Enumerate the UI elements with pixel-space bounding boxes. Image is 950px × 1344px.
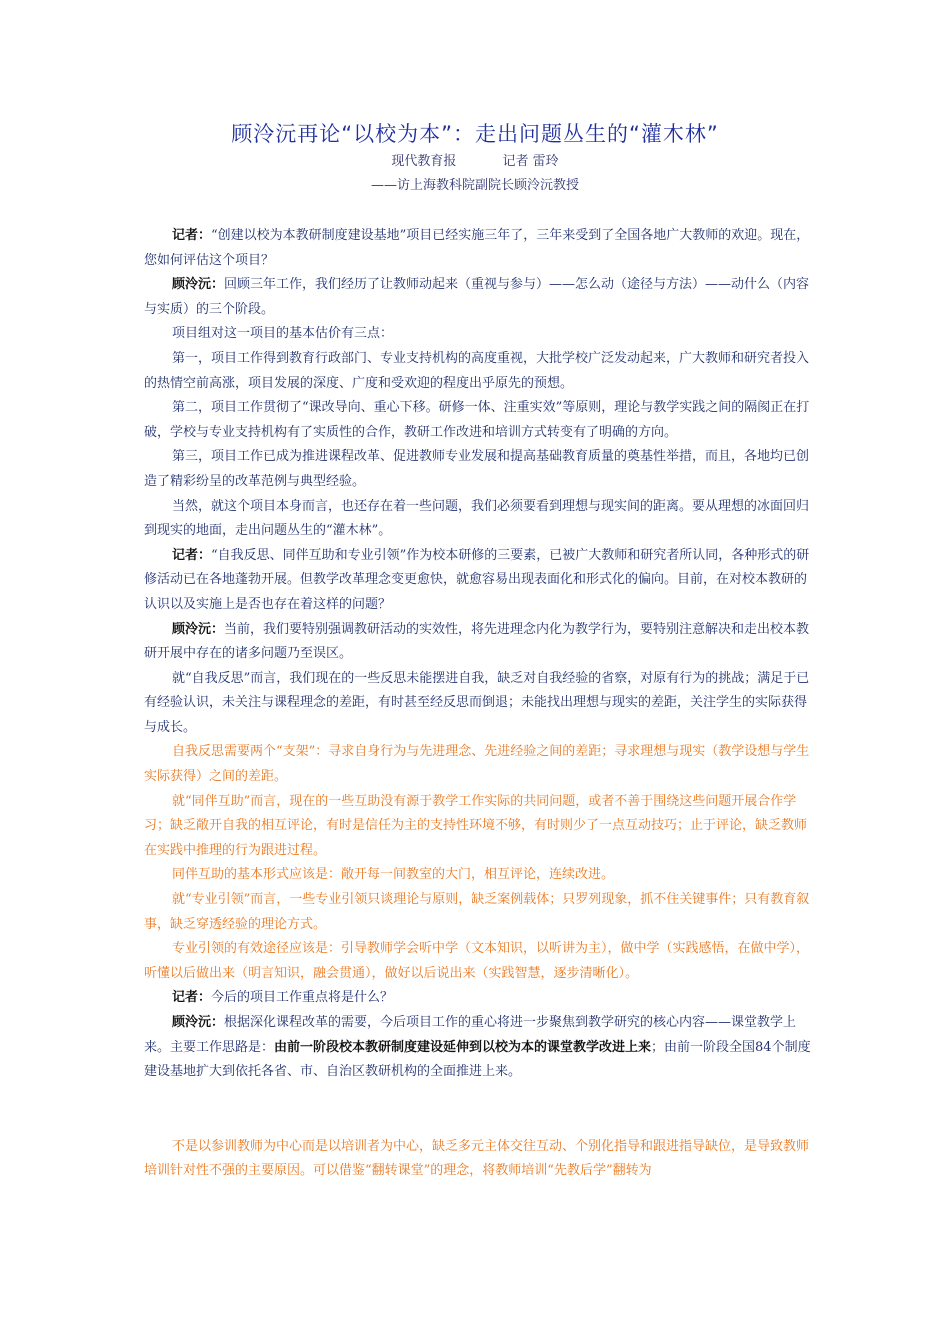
paragraph-text: 根据深化课程改革的需要，今后项目工作的重心将进一步聚焦到教学研究的核心内容——课堂教学上来。主要工作思路是： xyxy=(144,1015,797,1055)
paragraph xyxy=(144,1011,812,1085)
paragraph xyxy=(144,347,812,396)
byline xyxy=(0,152,950,172)
article-body xyxy=(144,224,812,1184)
paragraph xyxy=(144,396,812,445)
paragraph-text: 当前，我们要特别强调教研活动的实效性，将先进理念内化为教学行为，要特别注意解决和走出校本教研开展中存在的诸多问题乃至误区。 xyxy=(144,621,810,662)
paragraph-text: 第一，项目工作得到教育行政部门、专业支持机构的高度重视，大批学校广泛发动起来，广大教师和研究者投入的热情空前高涨，项目发展的深度、广度和受欢迎的程度出乎原先的预想。 xyxy=(144,350,810,391)
paragraph-text-tail: ；由前一阶段全国84个制度建设基地扩大到依托各省、市、自治区教研机构的全面推进上来。 xyxy=(144,1039,811,1080)
paragraph-text: 当然，就这个项目本身而言，也还存在着一些问题，我们必须要看到理想与现实间的距离。要从理想的冰面回归到现实的地面，走出问题丛生的“灌木林”。 xyxy=(144,498,810,539)
paragraph-text: 就“自我反思”而言，我们现在的一些反思未能摆进自我，缺乏对自我经验的省察，对原有行为的挑战；满足于已有经验认识，未关注与课程理念的差距，有时甚至经反思而倒退；未能找出理想与现实的差距，关注学生的实际获得与成长。 xyxy=(144,670,810,735)
paragraph-text: 今后的项目工作重点将是什么？ xyxy=(211,990,394,1006)
speaker-label: 记者： xyxy=(172,547,212,563)
speaker-label: 顾泠沅： xyxy=(172,277,225,293)
paragraph xyxy=(144,224,812,273)
emphasis-text: 由前一阶段校本教研制度建设延伸到以校为本的课堂教学改进上来 xyxy=(274,1039,652,1055)
paragraph-text: 同伴互助的基本形式应该是：敞开每一间教室的大门，相互评论，连续改进。 xyxy=(172,867,615,883)
paragraph-text: 第二，项目工作贯彻了“课改导向、重心下移。研修一体、注重实效”等原则，理论与教学实践之间的隔阂正在打破，学校与专业支持机构有了实质性的合作，教研工作改进和培训方式转变有了明确的方向。 xyxy=(144,400,810,440)
paragraph xyxy=(144,445,812,494)
paragraph xyxy=(144,544,812,618)
byline-source: 现代教育报 xyxy=(391,154,457,169)
paragraph-text: 专业引领的有效途径应该是：引导教师学会听中学（文本知识，以听讲为主），做中学（实践感悟，在做中学），听懂以后做出来（明言知识，融会贯通），做好以后说出来（实践智慧，逐步清晰化）。 xyxy=(144,941,810,981)
speaker-label: 记者： xyxy=(172,990,212,1006)
byline-author: 记者 雷玲 xyxy=(502,154,559,169)
paragraph xyxy=(144,322,812,347)
paragraph-text: 第三，项目工作已成为推进课程改革、促进教师专业发展和提高基础教育质量的奠基性举措，而且，各地均已创造了精彩纷呈的改革范例与典型经验。 xyxy=(144,449,810,489)
paragraph-text: 自我反思需要两个“支架”：寻求自身行为与先进理念、先进经验之间的差距；寻求理想与现实（教学设想与学生实际获得）之间的差距。 xyxy=(144,744,810,785)
paragraph xyxy=(144,986,812,1011)
highlight-paragraph xyxy=(144,888,812,937)
paragraph-text: 就“同伴互助”而言，现在的一些互助没有源于教学工作实际的共同问题，或者不善于围绕这些问题开展合作学习；缺乏敞开自我的相互评论，有时是信任为主的支持性环境不够，有时则少了一点互动技巧；止于评论，缺乏教师在实践中推理的行为跟进过程。 xyxy=(144,793,808,858)
highlight-paragraph xyxy=(144,863,812,888)
paragraph-text: 就“专业引领”而言，一些专业引领只谈理论与原则，缺乏案例载体；只罗列现象，抓不住关键事件；只有教育叙事，缺乏穿透经验的理论方式。 xyxy=(144,892,810,932)
speaker-label: 顾泠沅： xyxy=(172,621,225,637)
spacer xyxy=(144,1085,812,1135)
article-title: 顾泠沅再论“以校为本”：走出问题丛生的“灌木林” xyxy=(231,122,719,146)
paragraph-text: “自我反思、同伴互助和专业引领”作为校本研修的三要素，已被广大教师和研究者所认同，各种形式的研修活动已在各地蓬勃开展。但教学改革理念变更愈快，就愈容易出现表面化和形式化的偏向。目前，在对校本教研的认识以及实施上是否也存在着这样的问题？ xyxy=(144,547,810,612)
paragraph xyxy=(144,618,812,667)
paragraph-text: 不是以参训教师为中心而是以培训者为中心，缺乏多元主体交往互动、个别化指导和跟进指导缺位，是导致教师培训针对性不强的主要原因。可以借鉴“翻转课堂”的理念，将教师培训“先教后学”翻转为 xyxy=(144,1138,810,1179)
highlight-paragraph xyxy=(144,790,812,864)
paragraph-text: 回顾三年工作，我们经历了让教师动起来（重视与参与）——怎么动（途径与方法）——动什么（内容与实质）的三个阶段。 xyxy=(144,277,810,317)
speaker-label: 顾泠沅： xyxy=(172,1015,225,1030)
paragraph xyxy=(144,495,812,544)
article-subtitle: ——访上海教科院副院长顾泠沅教授 xyxy=(370,178,579,193)
highlight-paragraph xyxy=(144,937,812,986)
paragraph-text: 项目组对这一项目的基本估价有三点： xyxy=(172,326,394,342)
paragraph xyxy=(144,667,812,741)
speaker-label: 记者： xyxy=(172,228,212,243)
highlight-paragraph xyxy=(144,1135,812,1184)
paragraph xyxy=(144,273,812,322)
highlight-paragraph xyxy=(144,740,812,789)
paragraph-text: “创建以校为本教研制度建设基地”项目已经实施三年了，三年来受到了全国各地广大教师的欢迎。现在，您如何评估这个项目？ xyxy=(144,228,810,268)
